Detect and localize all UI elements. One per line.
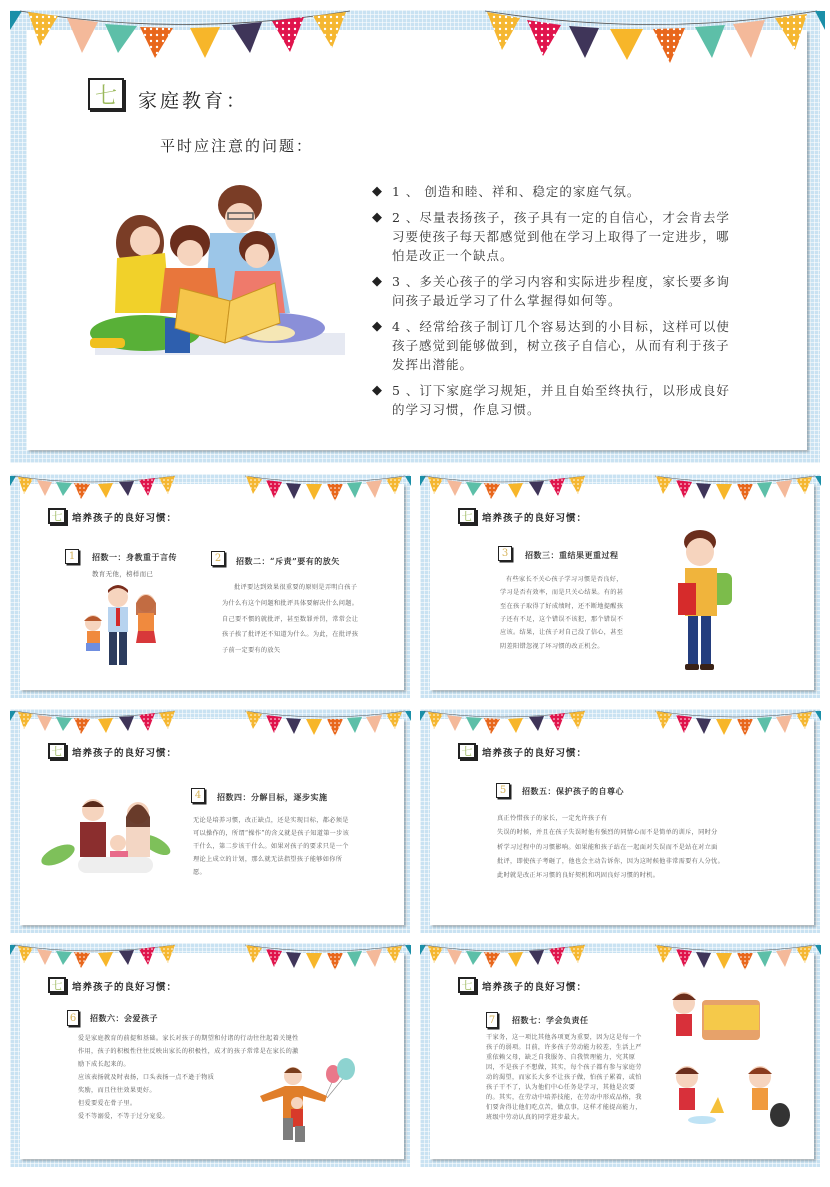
step-text: 批评要达到效果很重要的原则是弄明白孩子为什么有这个问题和批评具体要解决什么问题。自己要不惯的就批评，甚至数罪并罚，常常会让孩子挨了批评还不知道为什么。为此，在批评孩子前一定要有的放矢 — [222, 584, 359, 655]
step-title: 招数二：“斥责”要有的放矢 — [236, 556, 340, 566]
family-standing-illustration — [78, 585, 168, 670]
section-badge: 七 — [48, 977, 66, 993]
bunting-icon — [10, 474, 180, 504]
diamond-bullet-icon: ◆ — [372, 184, 383, 199]
step-number-badge: 4 — [191, 788, 205, 803]
step-number-badge: 7 — [486, 1012, 498, 1028]
diamond-bullet-icon: ◆ — [372, 274, 383, 289]
section-badge: 七 — [48, 743, 66, 759]
step-text: 无论是培养习惯，改正缺点，还是实现目标，都必须是可以操作的，所谓“操作”的含义就是孩子知道第一步该干什么，第二步该干什么。如果对孩子的要求只是一个理论上成立的计划，那么就无法指望孩子能够如你所愿。 — [193, 817, 350, 877]
step-number-badge: 1 — [65, 549, 79, 564]
step-title: 招数一：身教重于言传 — [92, 552, 177, 562]
bunting-icon — [420, 943, 590, 973]
slide-title: 培养孩子的良好习惯： — [72, 982, 178, 993]
section-badge: 七 — [48, 508, 66, 524]
step-number-badge: 3 — [498, 546, 512, 561]
bunting-left-icon — [10, 8, 350, 63]
section-badge-label: 七 — [94, 83, 117, 109]
tip-item: ◆ 2 、尽量表扬孩子，孩子具有一定的自信心，才会肯去学习要使孩子每天都感觉到他在学习上取得了一定进步，哪怕是改正一个缺点。 — [372, 210, 730, 263]
step-title: 招数三：重结果更重过程 — [525, 550, 619, 560]
page-title: 家庭教育： — [138, 90, 249, 112]
slide-title: 培养孩子的良好习惯： — [72, 513, 178, 524]
tip-item: ◆ 1 、 创造和睦、祥和、稳定的家庭气氛。 — [372, 184, 641, 199]
diamond-bullet-icon: ◆ — [372, 319, 383, 334]
bunting-icon — [245, 474, 415, 504]
tips-list — [372, 182, 740, 426]
bunting-icon — [10, 943, 180, 973]
section-badge: 七 — [458, 977, 476, 993]
tip-item: ◆ 5 、订下家庭学习规矩，并且自始至终执行，以形成良好的学习习惯，作息习惯。 — [372, 383, 730, 417]
father-child-balloons-illustration — [255, 1058, 360, 1146]
section-badge — [88, 78, 124, 110]
section-badge: 七 — [458, 743, 476, 759]
step-text: 爱是家庭教育的前提和基础。家长对孩子的期望和付诸的行动往往起着关键性 作用，孩子的积极性往往反映出家长的积极性，成才的孩子常常是在家长的激 励下成长起来的。 应该表扬就及时表扬，口头表扬一点不逊于物质 奖励，而且往往效果更好。 但爱要爱在骨子里。 爱不等溺爱，不等于过分宠爱。 — [78, 1035, 299, 1121]
bunting-icon — [655, 943, 825, 973]
diamond-bullet-icon: ◆ — [372, 210, 383, 225]
bunting-right-icon — [485, 8, 825, 63]
step-title: 招数五：保护孩子的自尊心 — [522, 786, 624, 796]
step-number-badge: 6 — [67, 1010, 79, 1026]
step-title: 招数六：会爱孩子 — [90, 1013, 158, 1023]
step-title: 招数七：学会负责任 — [512, 1015, 589, 1025]
step-text: 真正怜惜孩子的家长，一定允许孩子有 失误的时候，并且在孩子失误时他有强烈的同情心而不是简单的训斥，同时分 析学习过程中的习惯影响。如果能和孩子站在一起面对失误而不是站在对立面 批评，即使孩子考砸了，他也会主动告诉你，因为这时候他非常需要有人分忧。 此时就是改正坏习惯的良好契机和巩固良好习惯的时机。 — [497, 815, 725, 880]
slide-title: 培养孩子的良好习惯： — [72, 748, 178, 759]
slide-title: 培养孩子的良好习惯： — [482, 982, 588, 993]
tip-item: ◆ 3 、多关心孩子的学习内容和实际进步程度，家长要多询问孩子最近学习了什么掌握得如何等。 — [372, 274, 730, 308]
parents-with-child-illustration — [38, 795, 173, 890]
step-title: 招数四：分解目标，逐步实施 — [217, 792, 328, 802]
family-reading-illustration — [85, 183, 355, 378]
bunting-icon — [420, 474, 590, 504]
page-subtitle: 平时应注意的问题： — [160, 137, 314, 155]
bunting-icon — [655, 474, 825, 504]
bunting-icon — [655, 709, 825, 739]
slide-title: 培养孩子的良好习惯： — [482, 513, 588, 524]
step-number-badge: 5 — [496, 783, 510, 798]
bunting-icon — [420, 709, 590, 739]
tip-item: ◆ 4 、经常给孩子制订几个容易达到的小目标，这样可以使孩子感觉到能够做到，树立孩子自信心，从而有利于孩子发挥出潜能。 — [372, 319, 730, 372]
step-text: 有些家长不关心孩子学习习惯是否良好，学习是否有效率，而是只关心结果。有的甚至在孩子取得了好成绩时，还不断地提醒孩子还有不足，这个错误不该犯，那个错误不应该。结果，让孩子对自己没了信心，甚至阴差阳错忽视了坏习惯的改正机会。 — [500, 576, 624, 650]
kids-doing-chores-illustration — [662, 985, 802, 1135]
section-badge: 七 — [458, 508, 476, 524]
bunting-icon — [10, 709, 180, 739]
step-text: 干家务，这一项比其他各项更为重要，因为这是每一个孩子的弱项。目前，许多孩子劳动能力较差，生活上严重依赖父母，缺乏自我服务、自我管理能力，究其原因，不是孩子不想做，其实，每个孩子都有参与家庭劳动的渴望，而家长大多不让孩子做，怕孩子累着，或怕孩子干不了，认为他们中心任务是学习，其他是次要的。其实，在劳动中培养技能，在劳动中形成品格，我们要舍得让他们吃点苦，做点事，这样才能提高能力，班级中劳动认真的同学进步最大。 — [486, 1034, 642, 1122]
step-text: 教育无他，榜样而已 — [92, 570, 154, 578]
step-number-badge: 2 — [211, 551, 225, 566]
slide-title: 培养孩子的良好习惯： — [482, 748, 588, 759]
bunting-icon — [245, 709, 415, 739]
boy-with-backpack-illustration — [670, 528, 740, 678]
diamond-bullet-icon: ◆ — [372, 383, 383, 398]
bunting-icon — [245, 943, 415, 973]
